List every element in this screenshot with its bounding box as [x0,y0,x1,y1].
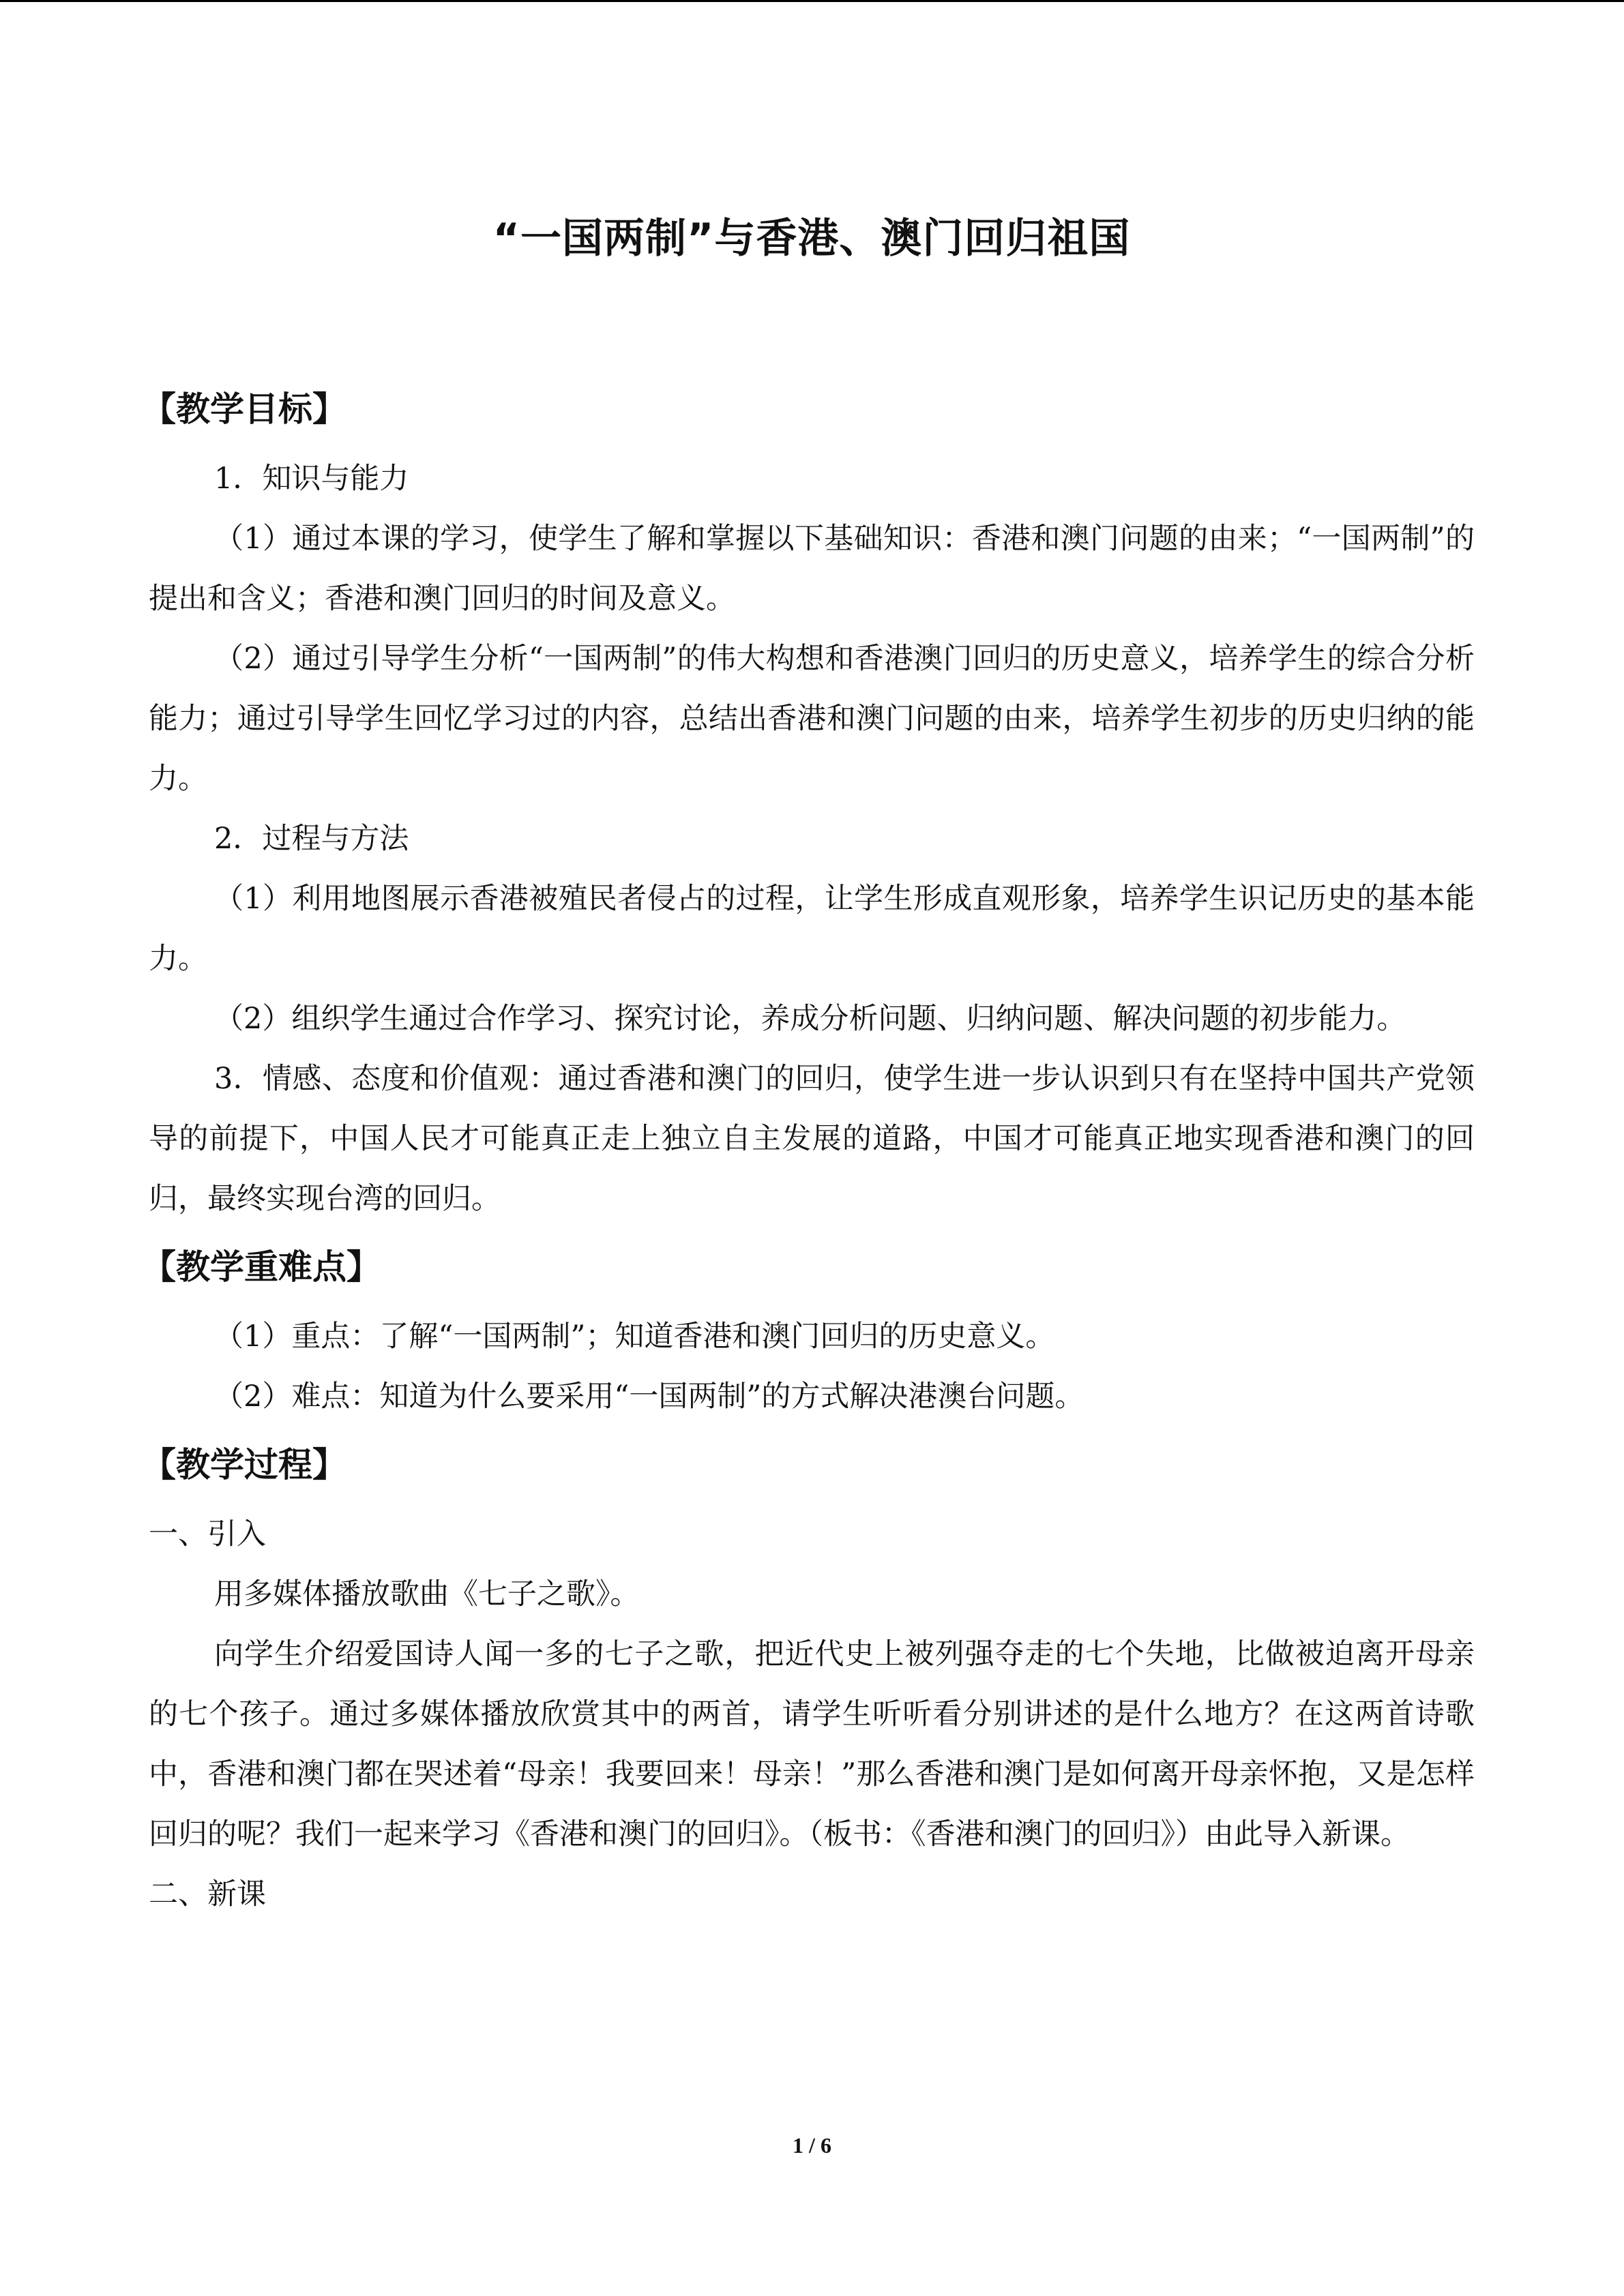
objective-item: 2．过程与方法 [214,822,409,856]
section-heading-key-points: 【教学重难点】 [142,1247,381,1287]
section-key-points [142,1234,1475,1427]
objective-item: （2）组织学生通过合作学习、探究讨论，养成分析问题、归纳问题、解决问题的初步能力。 [214,1002,1406,1036]
intro-label: 一、引入 [149,1517,266,1551]
objective-item: 1．知识与能力 [214,462,409,496]
document-page [142,205,1475,1930]
page-top-border [0,0,1624,2]
objective-item: 3．情感、态度和价值观：通过香港和澳门的回归，使学生进一步认识到只有在坚持中国共产党领导的前提下，中国人民才可能真正走上独立自主发展的道路，中国才可能真正地实现香港和澳门的回归，最终实现台湾的回归。 [149,1062,1475,1216]
objective-item: （1）通过本课的学习，使学生了解和掌握以下基础知识：香港和澳门问题的由来；“一国两制”的提出和含义；香港和澳门回归的时间及意义。 [149,522,1475,616]
objective-item: （2）通过引导学生分析“一国两制”的伟大构想和香港澳门回归的历史意义，培养学生的综合分析能力；通过引导学生回忆学习过的内容，总结出香港和澳门问题的由来，培养学生初步的历史归纳的能力。 [149,642,1475,796]
document-title: “一国两制”与香港、澳门回归祖国 [492,215,1131,263]
page-number: 1 / 6 [793,2133,831,2158]
intro-item: 向学生介绍爱国诗人闻一多的七子之歌，把近代史上被列强夺走的七个失地，比做被迫离开母亲的七个孩子。通过多媒体播放欣赏其中的两首，请学生听听看分别讲述的是什么地方？在这两首诗歌中，香港和澳门都在哭述着“母亲！我要回来！母亲！”那么香港和澳门是如何离开母亲怀抱，又是怎样回归的呢？我们一起来学习《香港和澳门的回归》。（板书：《香港和澳门的回归》）由此导入新课。 [149,1637,1475,1851]
objective-item: （1）利用地图展示香港被殖民者侵占的过程，让学生形成直观形象，培养学生识记历史的基本能力。 [149,882,1475,976]
new-lesson-label: 二、新课 [149,1877,266,1911]
key-point-item: （1）重点：了解“一国两制”；知道香港和澳门回归的历史意义。 [214,1320,1055,1354]
section-process [142,1432,1475,1924]
section-heading-process: 【教学过程】 [142,1445,346,1485]
intro-item: 用多媒体播放歌曲《七子之歌》。 [214,1577,640,1611]
key-point-item: （2）难点：知道为什么要采用“一国两制”的方式解决港澳台问题。 [214,1380,1084,1414]
section-heading-objectives: 【教学目标】 [142,389,346,429]
section-objectives [142,376,1475,1229]
